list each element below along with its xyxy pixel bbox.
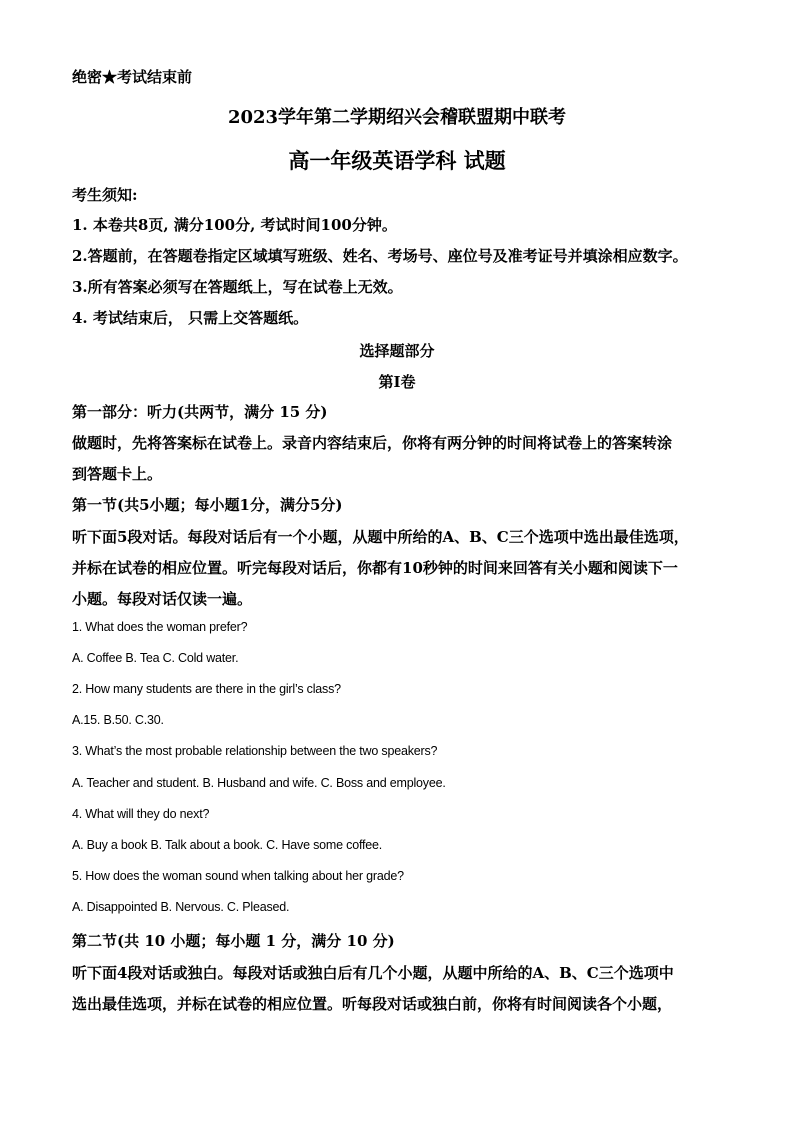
section1-instruction-line: 小题。每段对话仅读一遍。: [72, 590, 253, 608]
question-text: 2. How many students are there in the girl’s class?: [72, 682, 341, 696]
question-text: 5. How does the woman sound when talking about her grade?: [72, 869, 404, 883]
exam-title: 2023学年第二学期绍兴会稽联盟期中联考: [227, 107, 567, 128]
volume-heading: 第I卷: [378, 373, 416, 391]
listening-intro-line: 做题时，先将答案标在试卷上。录音内容结束后，你将有两分钟的时间将试卷上的答案转涂: [72, 434, 673, 452]
section2-instruction-line: 听下面4段对话或独白。每段对话或独白后有几个小题，从题中所给的A、B、C三个选项中: [72, 964, 674, 982]
part-heading: 选择题部分: [359, 342, 435, 360]
question-options: A.15. B.50. C.30.: [72, 713, 164, 727]
section1-instruction-line: 并标在试卷的相应位置。听完每段对话后，你都有10秒钟的时间来回答有关小题和阅读下一: [72, 559, 678, 577]
notice-heading: 考生须知:: [72, 186, 138, 204]
notice-item: 2.答题前，在答题卷指定区域填写班级、姓名、考场号、座位号及准考证号并填涂相应数字。: [72, 247, 688, 265]
notice-item: 3.所有答案必须写在答题纸上，写在试卷上无效。: [72, 278, 403, 296]
confidential-label: 绝密★考试结束前: [72, 68, 193, 86]
notice-item: 4. 考试结束后， 只需上交答题纸。: [72, 309, 309, 327]
question-options: A. Coffee B. Tea C. Cold water.: [72, 651, 239, 665]
question-text: 1. What does the woman prefer?: [72, 620, 248, 634]
section1-title: 第一节(共5小题；每小题1分，满分5分): [72, 496, 343, 514]
question-options: A. Buy a book B. Talk about a book. C. Have some coffee.: [72, 838, 383, 852]
question-options: A. Disappointed B. Nervous. C. Pleased.: [72, 900, 290, 914]
section2-instruction-line: 选出最佳选项，并标在试卷的相应位置。听每段对话或独白前，你将有时间阅读各个小题，: [72, 995, 673, 1013]
exam-subtitle: 高一年级英语学科 试题: [288, 148, 506, 173]
section1-instruction-line: 听下面5段对话。每段对话后有一个小题，从题中所给的A、B、C三个选项中选出最佳选项，: [72, 528, 689, 546]
listening-intro-line: 到答题卡上。: [72, 465, 163, 483]
listening-part-title: 第一部分：听力(共两节，满分 15 分): [72, 403, 328, 421]
section2-title: 第二节(共 10 小题；每小题 1 分，满分 10 分): [72, 932, 395, 950]
question-options: A. Teacher and student. B. Husband and wife. C. Boss and employee.: [72, 776, 446, 790]
question-text: 4. What will they do next?: [72, 807, 210, 821]
question-text: 3. What’s the most probable relationship between the two speakers?: [72, 744, 438, 758]
notice-item: 1. 本卷共8页, 满分100分, 考试时间100分钟。: [72, 216, 397, 234]
